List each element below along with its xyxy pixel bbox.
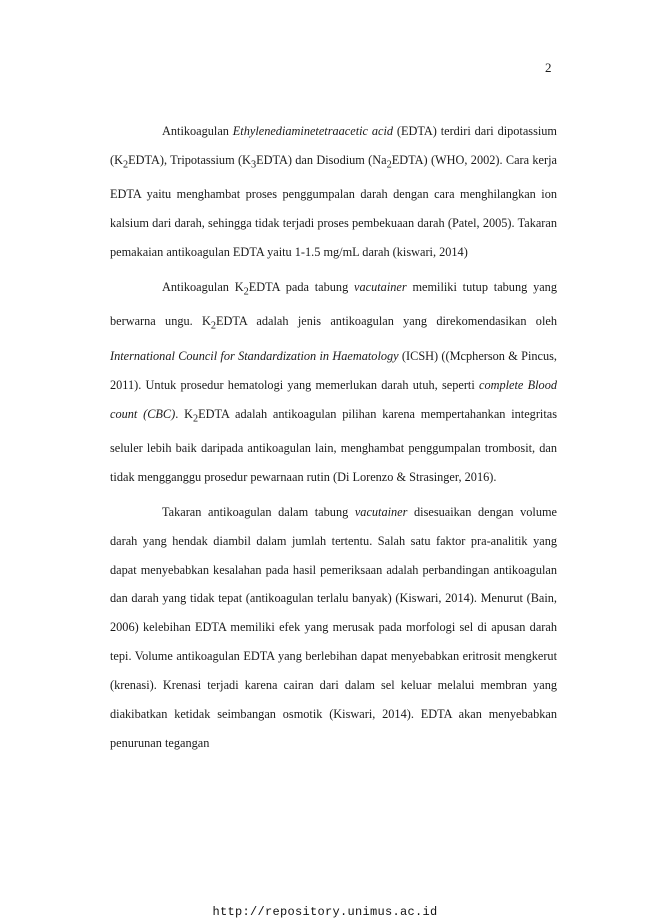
subscript-text: 2 [193, 412, 199, 424]
text-run: Takaran antikoagulan dalam tabung [162, 504, 355, 519]
subscript-text: 2 [243, 286, 249, 298]
text-run: (ICSH) ((Mcpherson & Pincus, 2011). Untuk prosedur hematologi yang memerlukan darah utuh, seperti [110, 348, 557, 392]
text-run: EDTA) dan Disodium (Na [256, 152, 387, 167]
text-run: disesuaikan dengan volume darah yang hendak diambil dalam jumlah tertentu. Salah satu faktor pra-analitik yang dapat menyebabkan kesalahan pada hasil pemeriksaan adalah perbandingan antikoagulan dan darah yang tidak tepat (antikoagulan terlalu banyak) (Kiswari, 2014). Menurut (Bain, 2006) kelebihan EDTA memiliki efek yang merusak pada morfologi sel di apusan darah tepi. Volume antikoagulan EDTA yang berlebihan dapat menyebabkan eritrosit mengkerut (krenasi). Krenasi terjadi karena cairan dari dalam sel keluar melalui membran yang diakibatkan ketidak seimbangan osmotik (Kiswari, 2014). EDTA akan menyebabkan penurunan tegangan [110, 504, 557, 750]
text-run: Antikoagulan [162, 124, 233, 138]
italic-text: vacutainer [354, 279, 407, 294]
subscript-text: 3 [250, 159, 257, 171]
subscript-text: 2 [122, 159, 129, 171]
italic-text: complete Blood count (CBC) [110, 377, 558, 421]
text-run: Antikoagulan K [162, 279, 244, 294]
italic-text: vacutainer [354, 504, 408, 519]
text-run: EDTA), Tripotassium (K [128, 152, 251, 167]
body-text [110, 117, 557, 758]
text-run: EDTA) (WHO, 2002). Cara kerja EDTA yaitu menghambat proses penggumpalan darah dengan cara menghilangkan ion kalsium dari darah, sehingga tidak terjadi proses pembekuaan darah (Patel, 2005). Takaran pemakaian antikoagulan EDTA yaitu 1-1.5 mg/mL darah (kiswari, 2014) [110, 152, 557, 260]
text-run: (EDTA) terdiri dari dipotassium (K [110, 124, 558, 167]
page-number: 2 [545, 60, 552, 75]
italic-text: International Council for Standardization in Haematology [110, 348, 399, 363]
footer-url[interactable]: http://repository.unimus.ac.id [212, 905, 438, 919]
text-run: EDTA adalah antikoagulan pilihan karena mempertahankan integritas seluler lebih baik daripada antikoagulan lain, menghambat penggumpalan trombosit, dan tidak mengganggu prosedur pewarnaan rutin (Di Lorenzo & Strasinger, 2016). [110, 406, 558, 484]
text-run: memiliki tutup tabung yang berwarna ungu. K [110, 279, 557, 329]
text-run: EDTA adalah jenis antikoagulan yang direkomendasikan oleh [216, 314, 557, 329]
paragraph [110, 273, 557, 492]
text-run: EDTA pada tabung [248, 279, 355, 294]
paragraph [110, 117, 557, 267]
subscript-text: 2 [386, 159, 392, 171]
italic-text: Ethylenediaminetetraacetic acid [232, 124, 394, 138]
paragraph [110, 498, 557, 758]
text-run: . K [175, 406, 193, 421]
subscript-text: 2 [210, 320, 217, 332]
